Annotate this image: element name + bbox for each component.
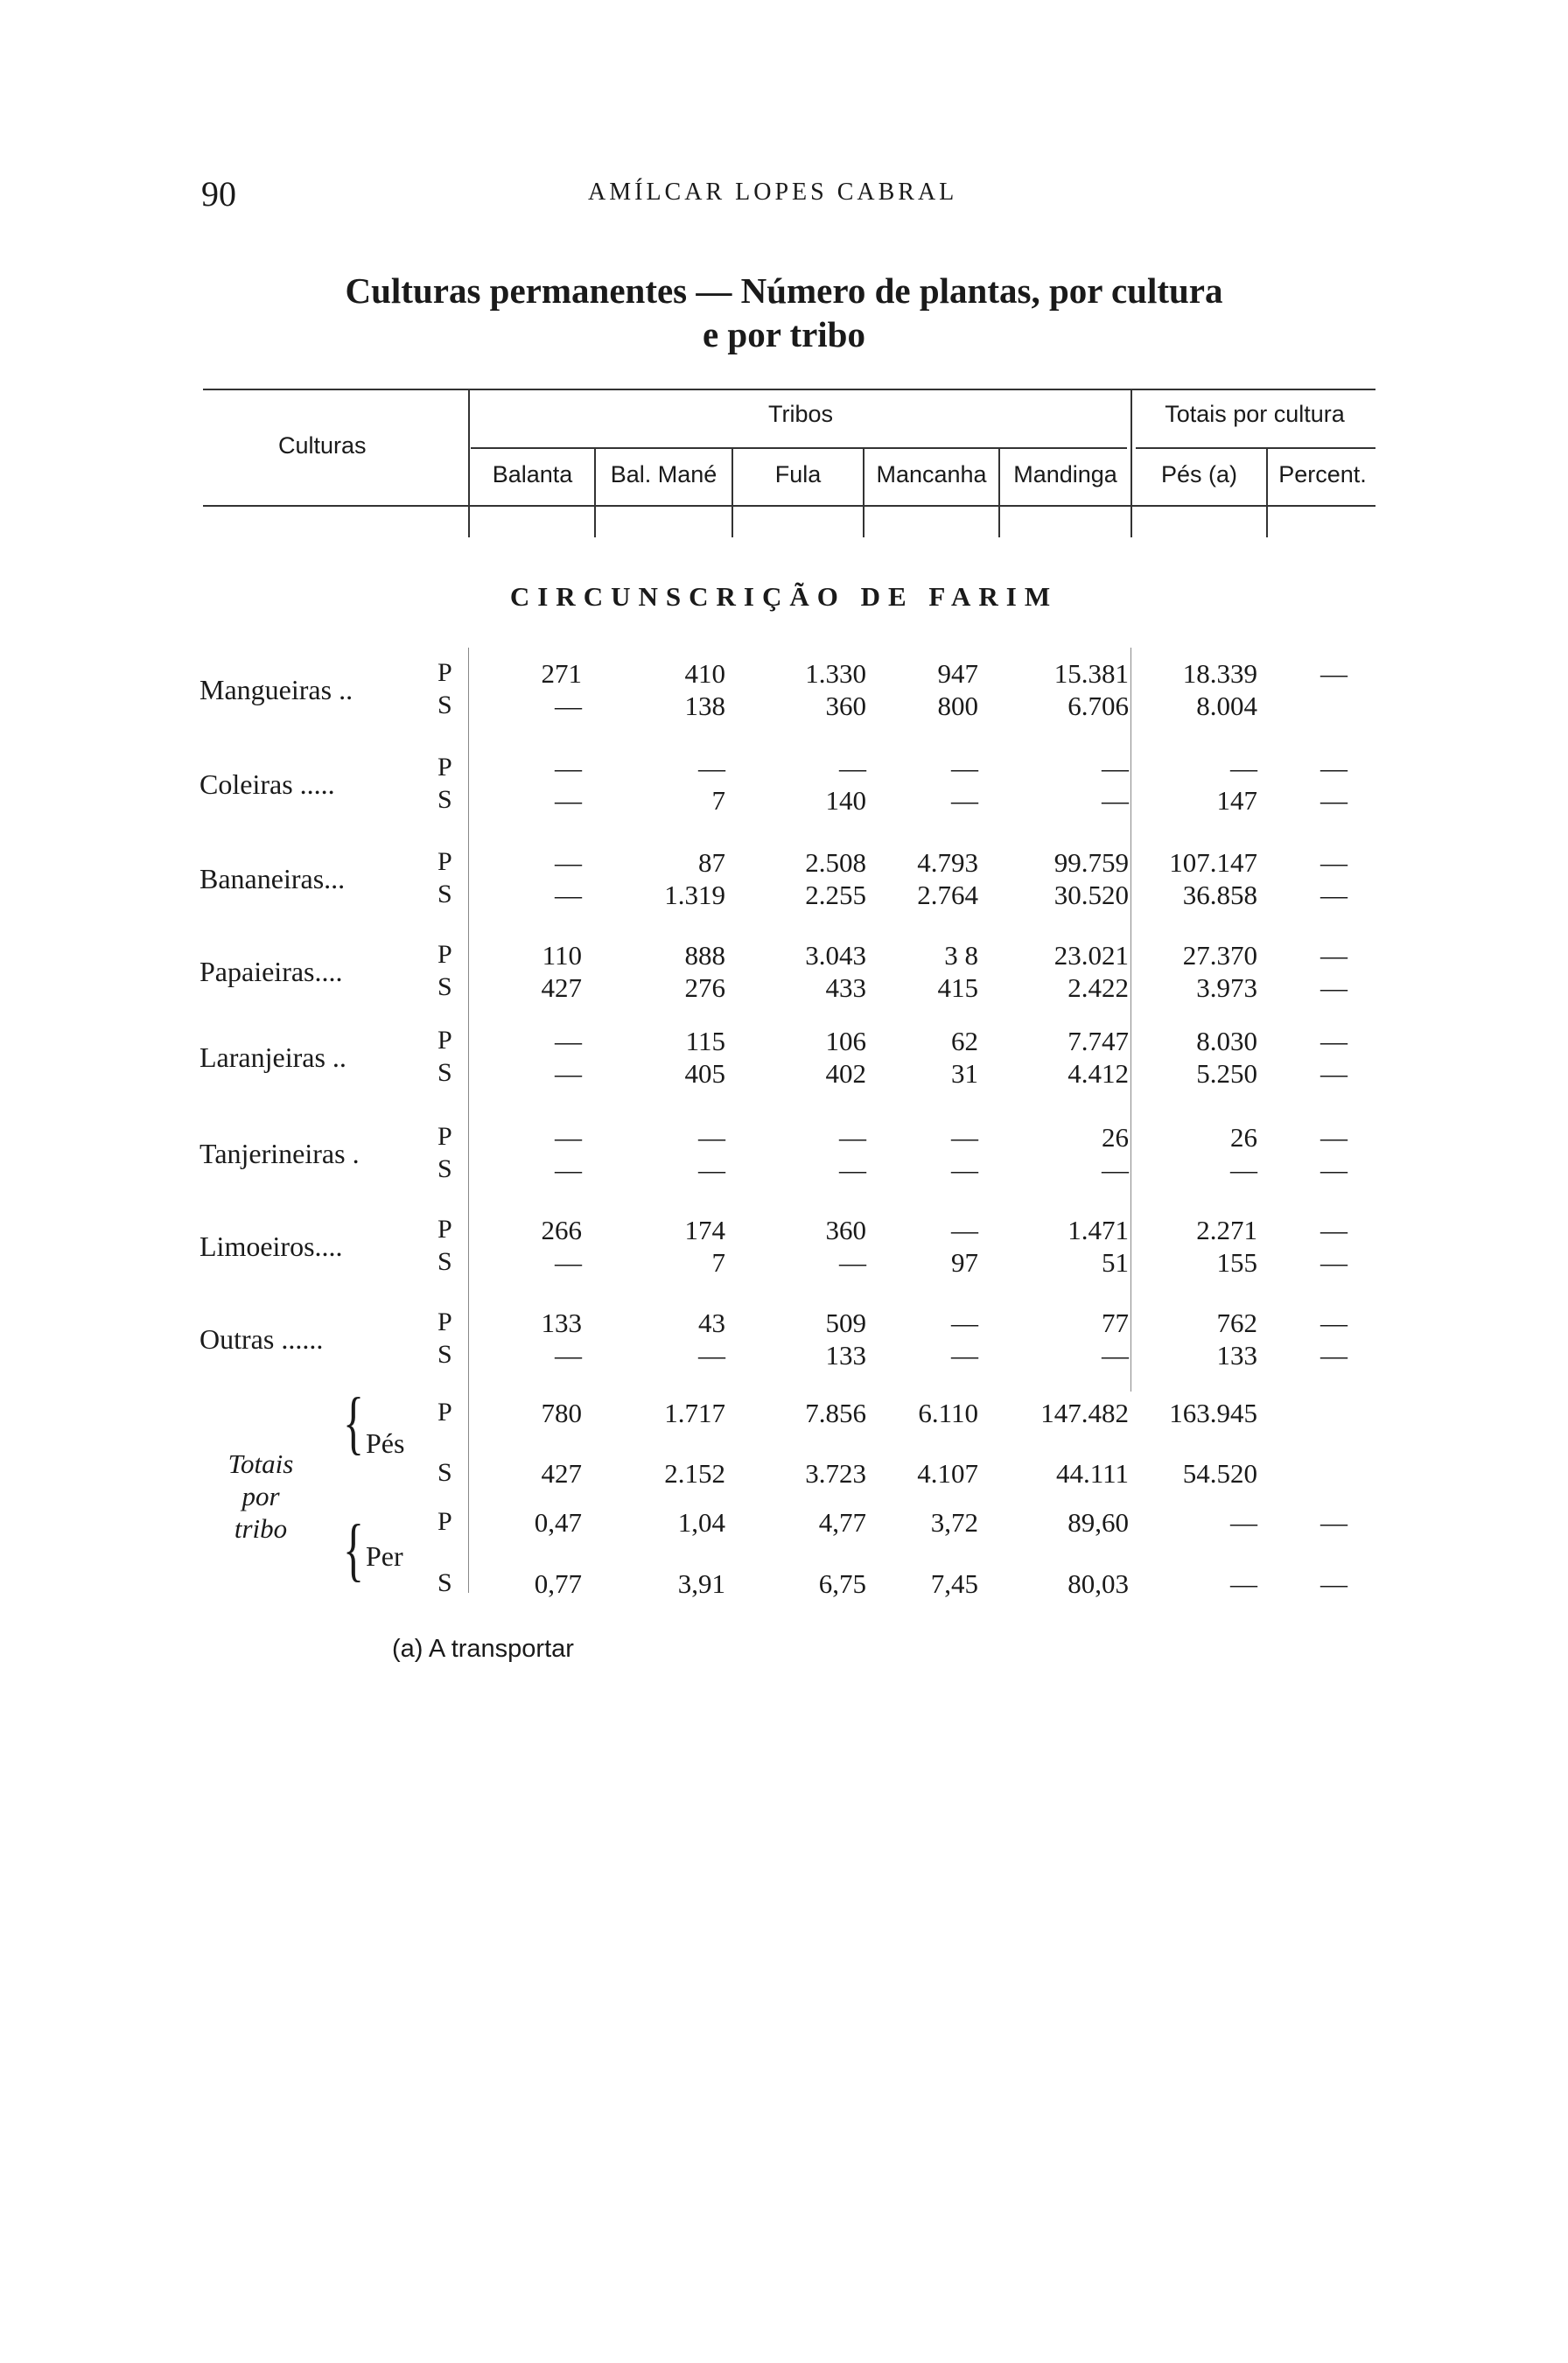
tribos-rule	[471, 447, 1127, 449]
table-cell: —	[698, 1340, 725, 1371]
totals-cell: —	[1320, 1568, 1348, 1599]
table-cell: 133	[541, 1308, 582, 1338]
table-cell: —	[1102, 1340, 1129, 1371]
table-cell: —	[951, 1340, 978, 1371]
totals-cell: 0,77	[534, 1568, 582, 1599]
table-cell: —	[1230, 1154, 1257, 1185]
totals-cell: 163.945	[1169, 1398, 1257, 1428]
table-cell: —	[1320, 785, 1348, 816]
table-cell: —	[555, 753, 582, 783]
header-tribos: Tribos	[767, 401, 833, 427]
table-cell: —	[555, 847, 582, 878]
table-cell: 1.330	[805, 658, 866, 689]
table-cell: —	[951, 1154, 978, 1185]
table-cell: —	[1320, 972, 1348, 1003]
table-cell: —	[1320, 1308, 1348, 1338]
table-cell: 155	[1216, 1247, 1257, 1278]
table-cell: 2.764	[917, 880, 978, 910]
header-divider	[468, 389, 470, 537]
totals-row-label: P	[438, 1507, 452, 1536]
totals-cell: 1.717	[664, 1398, 725, 1428]
header-bottom-rule	[203, 505, 1376, 507]
table-cell: —	[1320, 1154, 1348, 1185]
table-cell: 99.759	[1054, 847, 1129, 878]
table-cell: 1.319	[664, 880, 725, 910]
table-cell: 800	[937, 691, 978, 721]
table-cell: 115	[685, 1026, 725, 1056]
table-cell: 62	[951, 1026, 978, 1056]
table-cell: —	[1320, 1215, 1348, 1245]
col-header-mandinga: Mandinga	[1013, 461, 1117, 487]
row-label-p: P	[438, 1026, 452, 1055]
row-label-s: S	[438, 880, 452, 908]
totals-cell: 80,03	[1068, 1568, 1129, 1599]
table-cell: 762	[1216, 1308, 1257, 1338]
table-cell: —	[951, 785, 978, 816]
brace-icon: {	[343, 1510, 364, 1588]
table-cell: 27.370	[1182, 940, 1257, 971]
table-cell: —	[555, 1154, 582, 1185]
row-label-p: P	[438, 847, 452, 876]
table-cell: 36.858	[1182, 880, 1257, 910]
table-cell: 2.255	[805, 880, 866, 910]
table-cell: 15.381	[1054, 658, 1129, 689]
table-cell: 106	[825, 1026, 866, 1056]
table-cell: —	[1102, 785, 1129, 816]
table-cell: —	[839, 1247, 866, 1278]
table-cell: 947	[937, 658, 978, 689]
totals-cell: —	[1230, 1507, 1257, 1538]
totals-row-label: S	[438, 1458, 452, 1487]
totals-label-line-3: tribo	[234, 1513, 288, 1544]
culture-name: Coleiras .....	[200, 768, 335, 800]
table-cell: 18.339	[1182, 658, 1257, 689]
table-cell: 4.412	[1068, 1058, 1129, 1089]
col-header-fula: Fula	[774, 461, 822, 487]
totals-cell: 3,72	[930, 1507, 978, 1538]
table-cell: 6.706	[1068, 691, 1129, 721]
table-cell: —	[1320, 753, 1348, 783]
brace-icon: {	[343, 1383, 364, 1462]
table-cell: 77	[1102, 1308, 1129, 1338]
running-head: AMÍLCAR LOPES CABRAL	[588, 179, 958, 206]
row-label-p: P	[438, 1215, 452, 1244]
culture-name: Papaieiras....	[200, 956, 343, 987]
table-cell: —	[1320, 847, 1348, 878]
totals-per-label: Per	[366, 1540, 403, 1572]
table-cell: —	[698, 1154, 725, 1185]
table-cell: —	[1320, 1058, 1348, 1089]
col-header-pes: Pés (a)	[1160, 461, 1238, 487]
row-label-s: S	[438, 1058, 452, 1087]
totals-cell: 6,75	[818, 1568, 866, 1599]
table-cell: —	[839, 753, 866, 783]
table-cell: 107.147	[1169, 847, 1257, 878]
table-cell: 133	[1216, 1340, 1257, 1371]
row-label-s: S	[438, 785, 452, 814]
table-cell: —	[1320, 1026, 1348, 1056]
table-cell: 110	[542, 940, 582, 971]
totals-cell: 4,77	[818, 1507, 866, 1538]
table-cell: 140	[825, 785, 866, 816]
table-cell: 276	[684, 972, 725, 1003]
table-cell: —	[555, 1247, 582, 1278]
table-cell: 271	[541, 658, 582, 689]
culture-name: Laranjeiras ..	[200, 1041, 346, 1073]
totals-row-label: P	[438, 1398, 452, 1427]
table-cell: 4.793	[917, 847, 978, 878]
table-cell: 7	[711, 785, 725, 816]
table-cell: 2.271	[1196, 1215, 1257, 1245]
totals-cell: 147.482	[1040, 1398, 1129, 1428]
table-cell: 5.250	[1196, 1058, 1257, 1089]
row-label-s: S	[438, 972, 452, 1001]
table-cell: 2.422	[1068, 972, 1129, 1003]
row-label-s: S	[438, 1340, 452, 1369]
table-cell: 26	[1230, 1122, 1257, 1153]
table-cell: —	[1102, 1154, 1129, 1185]
table-cell: —	[698, 1122, 725, 1153]
table-cell: 3 8	[944, 940, 978, 971]
totals-cell: —	[1230, 1568, 1257, 1599]
totals-cell: —	[1320, 1507, 1348, 1538]
culture-name: Outras ......	[200, 1323, 324, 1355]
row-label-p: P	[438, 940, 452, 969]
table-cell: 360	[825, 691, 866, 721]
table-cell: 509	[825, 1308, 866, 1338]
table-cell: —	[1320, 1247, 1348, 1278]
table-cell: —	[951, 1215, 978, 1245]
table-cell: 888	[684, 940, 725, 971]
totals-cell: 7,45	[930, 1568, 978, 1599]
totals-cell: 2.152	[664, 1458, 725, 1489]
table-cell: 133	[825, 1340, 866, 1371]
table-cell: —	[555, 691, 582, 721]
table-cell: —	[555, 880, 582, 910]
row-label-p: P	[438, 1122, 452, 1151]
table-cell: —	[555, 1340, 582, 1371]
header-top-rule	[203, 389, 1376, 390]
culture-name: Limoeiros....	[200, 1231, 343, 1262]
table-title-line-2: e por tribo	[702, 314, 865, 354]
col-header-bal-mane: Bal. Mané	[610, 461, 718, 487]
table-cell: —	[839, 1122, 866, 1153]
table-cell: —	[839, 1154, 866, 1185]
table-cell: 51	[1102, 1247, 1129, 1278]
totals-cell: 7.856	[805, 1398, 866, 1428]
row-label-s: S	[438, 691, 452, 719]
totals-row-label: S	[438, 1568, 452, 1597]
table-cell: 266	[541, 1215, 582, 1245]
table-cell: 1.471	[1068, 1215, 1129, 1245]
table-cell: 147	[1216, 785, 1257, 816]
header-totais: Totais por cultura	[1165, 401, 1345, 427]
row-label-s: S	[438, 1247, 452, 1276]
totals-label-line-2: por	[242, 1481, 280, 1511]
totals-cell: 1,04	[677, 1507, 725, 1538]
row-label-p: P	[438, 1308, 452, 1336]
culture-name: Mangueiras ..	[200, 674, 354, 705]
table-cell: —	[1320, 1340, 1348, 1371]
row-label-s: S	[438, 1154, 452, 1183]
totals-cell: 89,60	[1068, 1507, 1129, 1538]
table-cell: 2.508	[805, 847, 866, 878]
totais-rule	[1136, 447, 1376, 449]
table-cell: —	[698, 753, 725, 783]
totals-cell: 3,91	[677, 1568, 725, 1599]
culture-name: Bananeiras...	[200, 863, 346, 894]
totals-cell: 3.723	[805, 1458, 866, 1489]
table-cell: 7.747	[1068, 1026, 1129, 1056]
table-cell: 8.030	[1196, 1026, 1257, 1056]
col-header-percent: Percent.	[1278, 461, 1367, 487]
table-cell: 31	[951, 1058, 978, 1089]
table-cell: —	[555, 1122, 582, 1153]
table-cell: 30.520	[1054, 880, 1129, 910]
table-cell: 87	[698, 847, 725, 878]
table-cell: 8.004	[1196, 691, 1257, 721]
table-cell: —	[951, 1308, 978, 1338]
table-title-line-1: Culturas permanentes — Número de plantas, por cultura	[345, 270, 1223, 311]
table-cell: —	[951, 753, 978, 783]
table-cell: 174	[684, 1215, 725, 1245]
totals-cell: 4.107	[917, 1458, 978, 1489]
footnote: (a) A transportar	[392, 1635, 574, 1663]
table-cell: 360	[825, 1215, 866, 1245]
table-cell: 138	[684, 691, 725, 721]
header-culturas: Culturas	[278, 432, 367, 459]
table-cell: —	[555, 1026, 582, 1056]
col-header-balanta: Balanta	[492, 461, 573, 487]
table-cell: 427	[541, 972, 582, 1003]
table-cell: 7	[711, 1247, 725, 1278]
table-cell: —	[1320, 658, 1348, 689]
table-cell: 405	[684, 1058, 725, 1089]
table-cell: —	[1102, 753, 1129, 783]
table-cell: 3.973	[1196, 972, 1257, 1003]
totals-cell: 44.111	[1056, 1458, 1129, 1489]
table-cell: 26	[1102, 1122, 1129, 1153]
col-header-mancanha: Mancanha	[876, 461, 987, 487]
table-cell: 433	[825, 972, 866, 1003]
totals-cell: 427	[541, 1458, 582, 1489]
totals-pes-label: Pés	[366, 1427, 405, 1459]
table-cell: 23.021	[1054, 940, 1129, 971]
table-cell: 97	[951, 1247, 978, 1278]
table-cell: 43	[698, 1308, 725, 1338]
table-cell: 402	[825, 1058, 866, 1089]
table-cell: 415	[937, 972, 978, 1003]
totals-cell: 54.520	[1182, 1458, 1257, 1489]
row-label-p: P	[438, 658, 452, 687]
table-cell: —	[1320, 940, 1348, 971]
table-cell: —	[1320, 880, 1348, 910]
totals-cell: 780	[541, 1398, 582, 1428]
page-number: 90	[201, 174, 236, 214]
table-cell: —	[1320, 1122, 1348, 1153]
totals-label-line-1: Totais	[228, 1448, 294, 1479]
culture-name: Tanjerineiras .	[200, 1138, 360, 1169]
totals-cell: 0,47	[534, 1507, 582, 1538]
table-cell: 410	[684, 658, 725, 689]
table-cell: —	[1230, 753, 1257, 783]
section-heading: CIRCUNSCRIÇÃO DE FARIM	[509, 581, 1059, 612]
row-label-p: P	[438, 753, 452, 782]
table-cell: —	[555, 1058, 582, 1089]
table-cell: 3.043	[805, 940, 866, 971]
totals-cell: 6.110	[918, 1398, 978, 1428]
table-cell: —	[555, 785, 582, 816]
table-cell: —	[951, 1122, 978, 1153]
